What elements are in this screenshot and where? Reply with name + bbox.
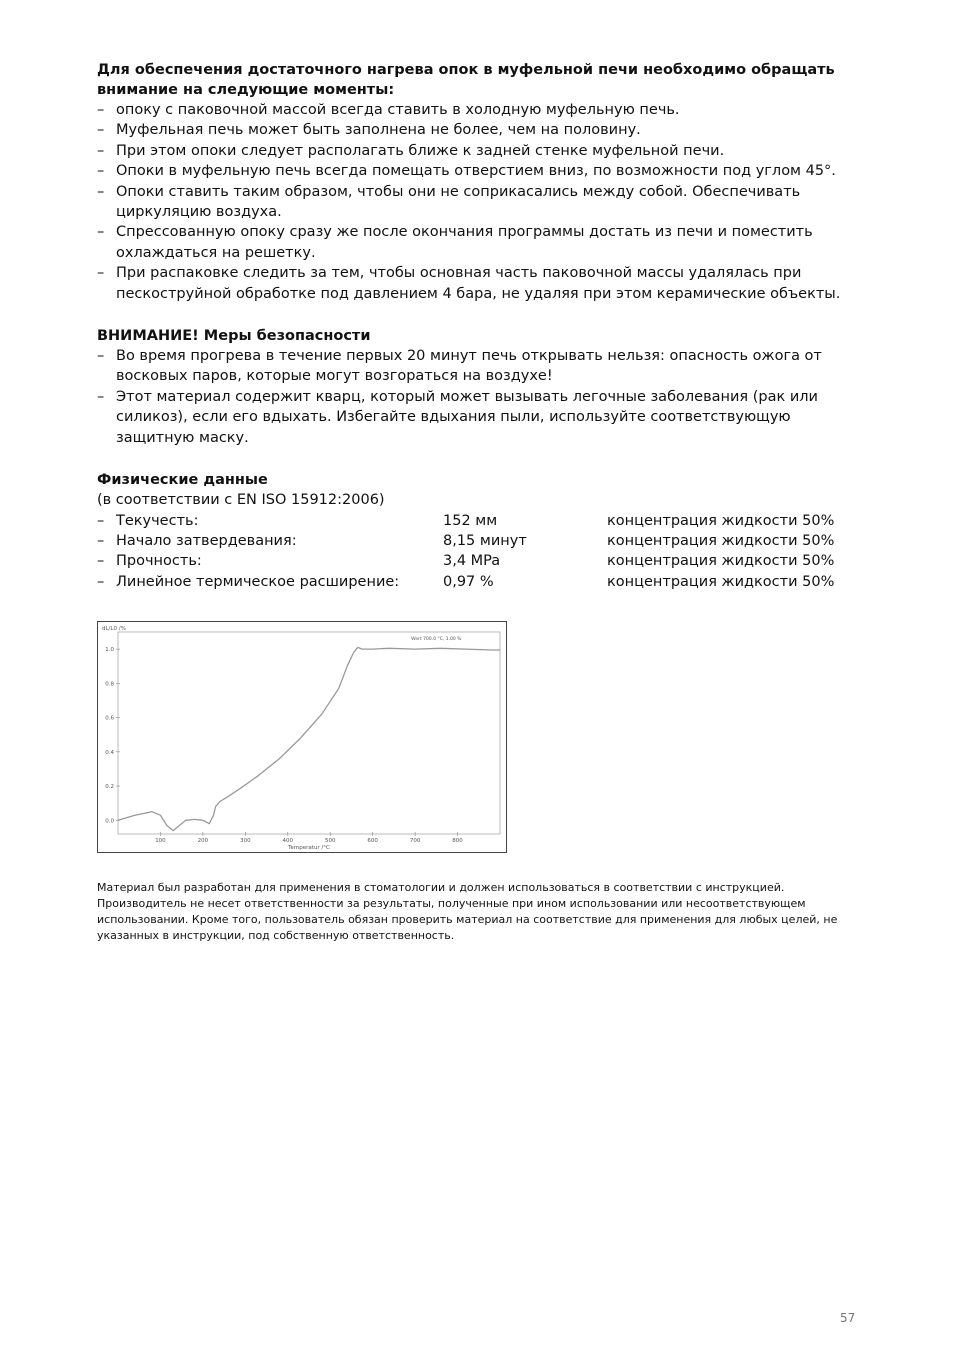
physical-table	[97, 511, 857, 593]
physical-title: Физические данные	[97, 472, 268, 489]
series-line-expansion	[118, 647, 500, 830]
y-tick-label: 0.0	[105, 818, 114, 825]
list-item: – Муфельная печь может быть заполнена не более, чем на половину.	[97, 120, 857, 140]
x-axis-label: Temperatur /°C	[288, 845, 330, 851]
condition-cell: концентрация жидкости 50%	[607, 553, 835, 570]
x-tick-label: 600	[367, 838, 378, 844]
chart-annotation: Wert 700.0 °C, 1.00 %	[411, 637, 462, 642]
page-number: 57	[840, 1311, 856, 1325]
value-cell: 3,4 MPa	[443, 553, 501, 570]
x-tick-label: 100	[155, 838, 166, 844]
expansion-chart	[97, 621, 507, 853]
x-tick-label: 200	[197, 838, 209, 844]
list-item: – Опоки ставить таким образом, чтобы они не соприкасались между собой. Обеспечивать циркуляцию воздуха.	[97, 182, 857, 223]
y-tick-label: 0.6	[105, 715, 114, 722]
x-tick-label: 500	[324, 838, 336, 844]
list-item: – При этом опоки следует располагать ближе к задней стенке муфельной печи.	[97, 141, 857, 161]
list-item: – Во время прогрева в течение первых 20 минут печь открывать нельзя: опасность ожога от восковых паров, которые могут возгораться на воздухе!	[97, 346, 857, 387]
list-item: – Этот материал содержит кварц, который может вызывать легочные заболевания (рак или силикоз), если его вдыхать. Избегайте вдыхания пыли, используйте соответствующую защитную маску.	[97, 387, 857, 448]
table-row	[97, 551, 857, 571]
safety-section	[97, 326, 857, 448]
safety-list	[97, 346, 857, 448]
value-cell: 0,97 %	[443, 573, 494, 590]
chart-svg	[98, 622, 506, 852]
page-content	[97, 60, 857, 592]
table-row	[97, 531, 857, 551]
x-tick-label: 400	[282, 838, 294, 844]
y-tick-label: 0.4	[105, 749, 114, 756]
table-row	[97, 511, 857, 531]
y-tick-label: 1.0	[105, 647, 114, 654]
physical-section	[97, 470, 857, 592]
x-tick-label: 800	[452, 838, 463, 844]
value-cell: 152 мм	[443, 512, 498, 529]
intro-list	[97, 100, 857, 304]
physical-subtitle: (в соответствии с EN ISO 15912:2006)	[97, 492, 385, 509]
table-row	[97, 572, 857, 592]
y-axis-label: dL/L0 /%	[102, 626, 126, 632]
condition-cell: концентрация жидкости 50%	[607, 573, 835, 590]
plot-frame	[118, 632, 500, 834]
condition-cell: концентрация жидкости 50%	[607, 512, 835, 529]
x-tick-label: 300	[240, 838, 251, 844]
value-cell: 8,15 минут	[443, 532, 527, 549]
intro-title: Для обеспечения достаточного нагрева опок в муфельной печи необходимо обращать внимание на следующие моменты:	[97, 62, 835, 98]
property-cell: – Прочность:	[97, 551, 443, 571]
property-cell: – Линейное термическое расширение:	[97, 572, 443, 592]
y-tick-label: 0.8	[105, 681, 114, 688]
list-item: – опоку с паковочной массой всегда ставить в холодную муфельную печь.	[97, 100, 857, 120]
list-item: – При распаковке следить за тем, чтобы основная часть паковочной массы удалялась при пескоструйной обработке под давлением 4 бара, не удаляя при этом керамические объекты.	[97, 263, 857, 304]
property-cell: – Текучесть:	[97, 511, 443, 531]
condition-cell: концентрация жидкости 50%	[607, 532, 835, 549]
safety-title: ВНИМАНИЕ! Меры безопасности	[97, 328, 371, 345]
list-item: – Опоки в муфельную печь всегда помещать отверстием вниз, по возможности под углом 45°.	[97, 161, 857, 181]
x-tick-label: 700	[409, 838, 421, 844]
disclaimer: Материал был разработан для применения в стоматологии и должен использоваться в соответствии с инструкцией. Производитель не несет ответственности за результаты, полученные при ином использовании или несоответствующем использовании. Кроме того, пользователь обязан проверить материал на соответствие для применения для любых целей, не указанных в инструкции, под собственную ответственность.	[97, 881, 838, 942]
y-tick-label: 0.2	[105, 784, 114, 791]
property-cell: – Начало затвердевания:	[97, 531, 443, 551]
list-item: – Спрессованную опоку сразу же после окончания программы достать из печи и поместить охлаждаться на решетку.	[97, 222, 857, 263]
